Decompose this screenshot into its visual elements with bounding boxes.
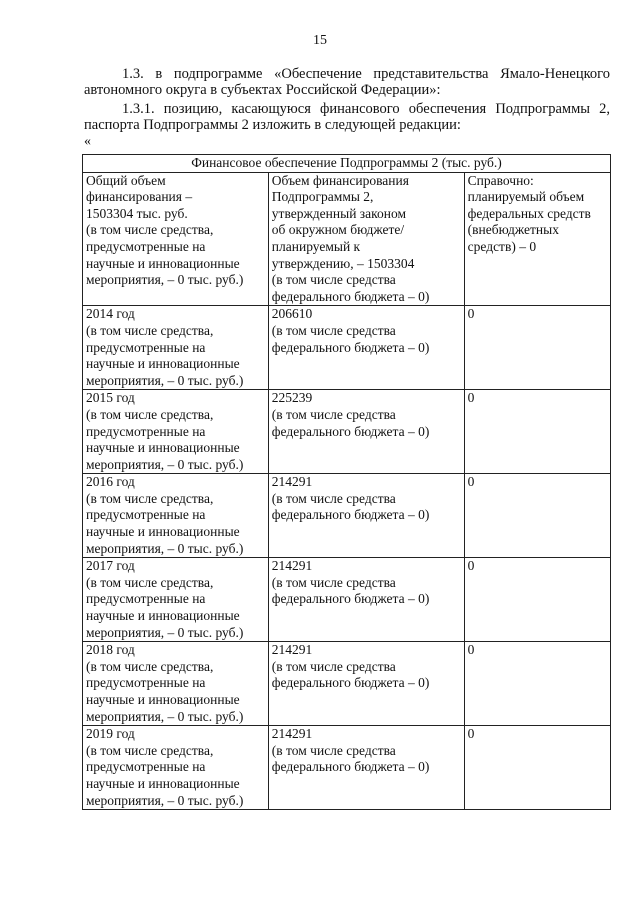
table-row [83,558,611,642]
header-subprogram-volume [268,172,464,306]
cell-text-line: 0 [467,726,475,742]
cell-text-line: (в том числе средства [271,658,396,674]
cell-text-line: мероприятия, – 0 тыс. руб.) [86,456,244,472]
cell-text-line: Объем финансирования [271,172,409,188]
cell-text-line: (в том числе средства [271,272,396,288]
cell-text-line: предусмотренные на [86,339,206,355]
cell-text-line: мероприятия, – 0 тыс. руб.) [86,708,244,724]
row-reference-cell [464,474,610,558]
cell-text-line: 2018 год [86,642,135,658]
cell-text-line: федерального бюджета – 0) [271,288,430,304]
cell-text-line: (в том числе средства, [86,406,214,422]
cell-text-line: 214291 [271,474,313,490]
cell-text-line: 0 [467,306,475,322]
row-year-cell [83,390,269,474]
cell-text-line: федерального бюджета – 0) [271,675,430,691]
cell-text-line: предусмотренные на [86,675,206,691]
cell-text-line: научные и инновационные [86,255,240,271]
cell-text-line: федерального бюджета – 0) [271,339,430,355]
table-row [83,726,611,810]
cell-text-line: Общий объем [86,172,166,188]
cell-text-line: федерального бюджета – 0) [271,423,430,439]
cell-text-line: федерального бюджета – 0) [271,591,430,607]
cell-text-line: научные и инновационные [86,775,240,791]
cell-text-line: 2016 год [86,474,135,490]
cell-text-line: 225239 [271,390,313,406]
cell-text-line: федеральных средств [467,205,591,221]
cell-text-line: Справочно: [467,172,534,188]
cell-text-line: 0 [467,642,475,658]
cell-text-line: научные и инновационные [86,440,240,456]
cell-text-line: (в том числе средства [271,574,396,590]
cell-text-line: предусмотренные на [86,759,206,775]
paragraph-2-text: 1.3.1. позицию, касающуюся финансового обеспечения Подпрограммы 2, паспорта Подпрограммы 2 изложить в следующей редакции: [84,101,610,133]
cell-text-line: 1503304 тыс. руб. [86,205,188,221]
row-reference-cell [464,390,610,474]
table-row [83,390,611,474]
cell-text-line: планируемый к [271,238,361,254]
table-title: Финансовое обеспечение Подпрограммы 2 (тыс. руб.) [83,155,611,173]
cell-text-line: 214291 [271,642,313,658]
row-reference-cell [464,306,610,390]
header-reference-federal [464,172,610,306]
cell-text-line: Подпрограммы 2, [271,189,374,205]
table-row [83,306,611,390]
row-reference-cell [464,558,610,642]
cell-text-line: мероприятия, – 0 тыс. руб.) [86,272,244,288]
row-amount-cell [268,474,464,558]
table-title-row [83,155,611,173]
cell-text-line: предусмотренные на [86,238,206,254]
cell-text-line: утверждению, – 1503304 [271,255,415,271]
cell-text-line: мероприятия, – 0 тыс. руб.) [86,624,244,640]
row-year-cell [83,558,269,642]
row-year-cell [83,306,269,390]
cell-text-line: 206610 [271,306,313,322]
paragraph-subprogram-amendment [84,66,610,98]
cell-text-line: 0 [467,474,475,490]
table-row [83,474,611,558]
table-header-row [83,172,611,306]
cell-text-line: научные и инновационные [86,524,240,540]
cell-text-line: средств) – 0 [467,238,537,254]
cell-text-line: (в том числе средства [271,742,396,758]
cell-text-line: 0 [467,558,475,574]
row-amount-cell [268,306,464,390]
cell-text-line: (в том числе средства [271,490,396,506]
cell-text-line: мероприятия, – 0 тыс. руб.) [86,372,244,388]
cell-text-line: (в том числе средства, [86,658,214,674]
cell-text-line: 2015 год [86,390,135,406]
cell-text-line: 2014 год [86,306,135,322]
cell-text-line: (в том числе средства, [86,490,214,506]
row-amount-cell [268,558,464,642]
cell-text-line: (внебюджетных [467,222,559,238]
cell-text-line: 2017 год [86,558,135,574]
row-amount-cell [268,390,464,474]
cell-text-line: мероприятия, – 0 тыс. руб.) [86,792,244,808]
opening-quote-mark: « [84,134,91,149]
cell-text-line: планируемый объем [467,189,585,205]
cell-text-line: научные и инновационные [86,608,240,624]
cell-text-line: 214291 [271,558,313,574]
cell-text-line: (в том числе средства, [86,322,214,338]
cell-text-line: (в том числе средства, [86,574,214,590]
header-total-volume [83,172,269,306]
row-reference-cell [464,642,610,726]
financing-table [82,154,611,810]
cell-text-line: об окружном бюджете/ [271,222,405,238]
cell-text-line: 2019 год [86,726,135,742]
row-amount-cell [268,642,464,726]
cell-text-line: (в том числе средства, [86,222,214,238]
cell-text-line: утвержденный законом [271,205,406,221]
cell-text-line: научные и инновационные [86,356,240,372]
cell-text-line: (в том числе средства [271,322,396,338]
cell-text-line: 214291 [271,726,313,742]
cell-text-line: предусмотренные на [86,507,206,523]
cell-text-line: федерального бюджета – 0) [271,507,430,523]
cell-text-line: предусмотренные на [86,591,206,607]
row-amount-cell [268,726,464,810]
paragraph-1-text: 1.3. в подпрограмме «Обеспечение представительства Ямало-Ненецкого автономного округа в субъектах Российской Федерации»: [84,66,610,98]
cell-text-line: 0 [467,390,475,406]
cell-text-line: федерального бюджета – 0) [271,759,430,775]
row-year-cell [83,474,269,558]
page-number: 15 [313,33,327,48]
cell-text-line: научные и инновационные [86,692,240,707]
cell-text-line: предусмотренные на [86,423,206,439]
row-year-cell [83,642,269,726]
table-row [83,642,611,726]
row-year-cell [83,726,269,810]
cell-text-line: мероприятия, – 0 тыс. руб.) [86,540,244,556]
paragraph-financing-position [84,101,610,133]
cell-text-line: (в том числе средства, [86,742,214,758]
cell-text-line: (в том числе средства [271,406,396,422]
row-reference-cell [464,726,610,810]
cell-text-line: финансирования – [86,189,193,205]
